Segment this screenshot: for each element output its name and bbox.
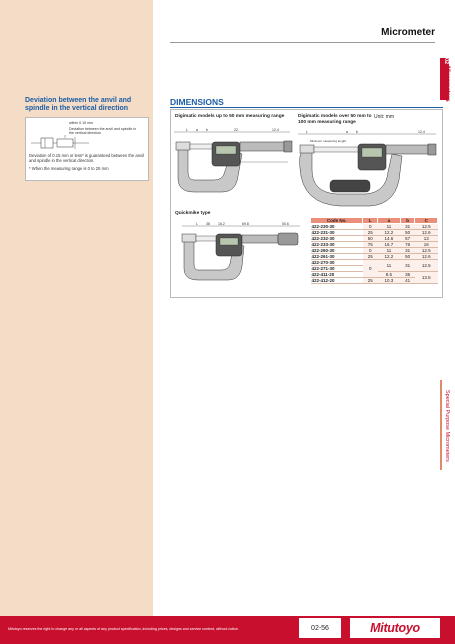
dim-label: 50.6: [282, 222, 289, 226]
cell-b: 31: [400, 260, 415, 272]
cell-l: 0: [363, 224, 378, 230]
deviation-diagram: [29, 121, 145, 151]
dimensions-rule: [170, 107, 443, 108]
cell-l: 0: [363, 260, 378, 278]
deviation-heading: Deviation between the anvil and spindle in the vertical direction: [25, 97, 132, 113]
cell-c: 13: [415, 236, 438, 242]
section-tab-number: 02: [443, 58, 449, 65]
drawing-up-to-50mm: [172, 128, 298, 198]
cell-code: 422-233-30: [311, 242, 363, 248]
cell-l: 75: [363, 242, 378, 248]
cell-code: 422-271-30: [311, 266, 363, 272]
header-l: L: [363, 218, 378, 224]
cell-c: 16: [415, 242, 438, 248]
cell-a: 10.3: [378, 278, 401, 284]
deviation-note: Deviation of 0.15 mm or less* is guaranteed between the anvil and spindle in the vertical direction.: [29, 153, 144, 164]
cell-code: 422-231-30: [311, 230, 363, 236]
cell-b: 31: [400, 224, 415, 230]
cell-l: 50: [363, 236, 378, 242]
cell-c: 13.5: [415, 272, 438, 284]
dim-label: 12.4: [272, 128, 279, 132]
cell-c: 12.5: [415, 260, 438, 272]
cell-code: 422-260-30: [311, 248, 363, 254]
drawing-50-to-100mm: [296, 128, 442, 210]
cell-a: 11: [378, 248, 401, 254]
dim-label: L: [306, 130, 308, 134]
deviation-box: [25, 117, 149, 181]
deviation-footnote: * When the measuring range is 0 to 25 mm: [29, 165, 109, 171]
header-a: a: [378, 218, 401, 224]
dim-label: a: [346, 130, 348, 134]
within-label: within 0.15 mm: [69, 121, 94, 125]
dim-label: 69.8: [242, 222, 249, 226]
cell-l: 25: [363, 254, 378, 260]
footer-disclaimer: Mitutoyo reserves the right to change any or all aspects of any product specification, including prices, designs and service content, without notice.: [8, 627, 239, 631]
cell-a: 12.2: [378, 230, 401, 236]
header-code: Code No.: [311, 218, 363, 224]
dim-label: b: [356, 130, 358, 134]
cell-c: 12.5: [415, 224, 438, 230]
dimensions-heading: DIMENSIONS: [170, 97, 224, 107]
left-band: [0, 0, 153, 616]
cell-code: 422-411-20: [311, 272, 363, 278]
dim-label: 38: [206, 222, 210, 226]
cell-b: 36: [400, 272, 415, 278]
header-b: b: [400, 218, 415, 224]
drawing-quickmike: [172, 222, 302, 294]
cell-code: 422-261-30: [311, 254, 363, 260]
anvil-spindle-diagram: [31, 135, 91, 151]
diagram-label: Deviation between the anvil and spindle in the vertical direction: [69, 127, 137, 136]
dim-label: L: [196, 222, 198, 226]
cell-b: 76: [400, 242, 415, 248]
cell-a: 12.2: [378, 254, 401, 260]
min-measuring-length-label: Minimum measuring length: [310, 139, 347, 143]
dim-label: a: [196, 128, 198, 132]
dim-label: 16.2: [218, 222, 225, 226]
subheading-quickmike: Quickmike type: [175, 211, 211, 216]
cell-code: 422-412-20: [311, 278, 363, 284]
section-tab-label: Micrometers: [444, 66, 450, 102]
cell-l: 0: [363, 248, 378, 254]
cell-a: 11: [378, 224, 401, 230]
cell-a: 16.7: [378, 242, 401, 248]
cell-c: 12.6: [415, 254, 438, 260]
title-rule: [170, 42, 435, 43]
cell-b: 31: [400, 248, 415, 254]
cell-l: 25: [363, 278, 378, 284]
dim-label: 22: [234, 128, 238, 132]
cell-a: 14.6: [378, 236, 401, 242]
cell-code: 422-232-30: [311, 236, 363, 242]
cell-code: 422-230-30: [311, 224, 363, 230]
brand-logo: Mitutoyo: [350, 618, 440, 638]
cell-b: 41: [400, 278, 415, 284]
spec-table: [310, 217, 438, 284]
cell-a: 8.5: [378, 272, 401, 278]
dim-label: L: [186, 128, 188, 132]
dim-label: 12.4: [418, 130, 425, 134]
cell-a: 11: [378, 260, 401, 272]
cell-code: 422-270-30: [311, 260, 363, 266]
cell-c: 12.6: [415, 230, 438, 236]
table-row: [311, 260, 438, 266]
unit-label: Unit: mm: [374, 114, 394, 120]
cell-b: 50: [400, 254, 415, 260]
cell-l: 25: [363, 230, 378, 236]
page-title: Micrometer: [381, 27, 435, 38]
subheading-up-to-50: Digimatic models up to 50 mm measuring range: [175, 114, 285, 119]
subsection-tab-label: Special Purpose Micrometers: [444, 390, 450, 462]
dim-label: b: [206, 128, 208, 132]
header-c: C: [415, 218, 438, 224]
subheading-50-to-100: Digimatic models over 50 mm to 100 mm measuring range: [298, 114, 372, 125]
cell-b: 57: [400, 236, 415, 242]
page-number: 02-56: [299, 618, 341, 638]
cell-b: 50: [400, 230, 415, 236]
cell-c: 12.5: [415, 248, 438, 254]
